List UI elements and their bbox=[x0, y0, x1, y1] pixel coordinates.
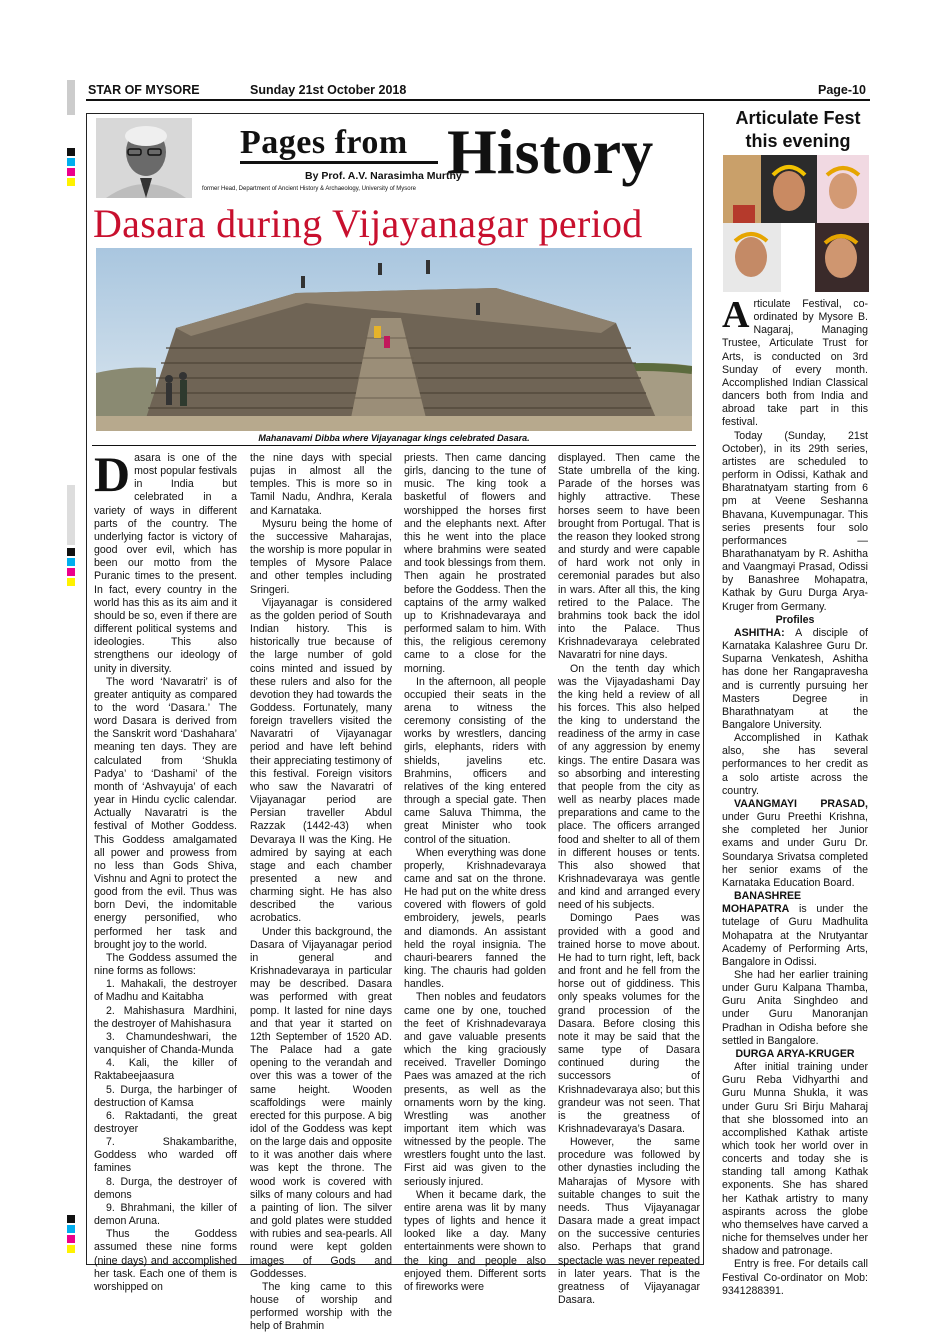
sidebar-body: Articulate Festival, co-ordinated by Mysore B. Nagaraj, Managing Trustee, Articulate Trust for Arts, is conducted on 3rd Sunday of every month. Accomplished Indian Classical dancers both from India and abroad take part in this festival. Today (Sunday, 21st October), in its 29th series, artistes are scheduled to perform in Odissi, Kathak and Bharatnatyam starting from 6 pm at Veene Seshanna Bhavana, Kuvempunagar. This series presents four solo performances — Bharathanatyam by R. Ashitha and Vaangmayi Prasad, Odissi by Banashree Mohapatra, Kathak by Guru Durga Arya-Kruger from Germany. Profiles ASHITHA: A disciple of Karnataka Kalashree Guru Dr. Suparna Venkatesh, Ashitha has done her Rangapravesha and is currently pursuing her Masters Degree in Bharathnatyam at the Bangalore University. Accomplished in Kathak also, she has several performances to her credit as a solo artiste across the country. VAANGMAYI PRASAD, under Guru Preethi Krishna, she completed her Junior exams and under Guru Dr. Soundarya Srivatsa completed her senior exams of the Karnataka Education Board. BANASHREE MOHAPATRA is under the tutelage of Guru Madhulita Mohapatra at the Nrutyantar Academy of Performing Arts, Bangalore in Odissi. She had her earlier training under Guru Kalpana Thamba, Guru Anita Singhdeo and under Guru Manoranjan Pradhan in Odisha before she settled in Bangalore. DURGA ARYA-KRUGER After initial training under Guru Reba Vidhyarthi and Guru Munna Shukla, it was under Guru Sri Birju Maharaj that she blossomed into an accomplished Kathak artiste which took her world over in concerts and today she is standing tall among Kathak exponents. She has shared her Kathak artistry to many aspirants across the globe who themselves have carved a niche for themselves under her shadow and patronage. Entry is free. For details call Festival Co-ordinator on Mob: 9341288391. bbox=[722, 294, 868, 1297]
author-affiliation: former Head, Department of Ancient History & Archaeology, University of Mysore bbox=[202, 186, 416, 192]
banner-title-right: History bbox=[447, 116, 654, 187]
drop-cap: D bbox=[94, 446, 131, 502]
entry-info: Entry is free. For details call Festival Co-ordinator on Mob: 9341288391. bbox=[722, 1258, 868, 1297]
sidebar-title-line1: Articulate Fest bbox=[735, 108, 861, 128]
mahanavami-dibba-photo bbox=[96, 248, 692, 431]
article-column-4: displayed. Then came the State umbrella of the king. Parade of the horses was highly attractive. These horses seem to have been brought from Portugal. That is the reason they looked strong and sturdy and were capable of hard work not only in ceremonial parades but also in wars. After all this, the king retired to the Palace. The brahmins took back the idol into the Palace. Thus Krishnadevaraya celebrated Navaratri for nine days. On the tenth day which was the Vijayadashami Day the king held a review of all his forces. This also helped the king to understand the readiness of the army in case of any aggression by enemy kings. The entire Dasara was so absorbing and interesting that people from the city as well as nearby places made preparations and came to the place. The officers arranged food and shelter to all of them in different houses or tents. This also showed that Krishnadevaraya was gentle and kind and arranged every need of his subjects. Domingo Paes was provided with a good and trained horse to move about. He had to turn right, left, back and front and he fell from the horse out of giddiness. This only speaks volumes for the grand procession of the Dasara. Before closing this note it may be said that the same type of Dasara continued during the successors of Krishnadevaraya also; but this grandeur was not seen. That is the greatness of Krishnadevaraya’s Dasara. However, the same procedure was followed by other dynasties including the Maharajas of Mysore with suitable changes to suit the needs. Thus Vijayanagar Dasara made a great impact on the successive centuries also. Perhaps that grand spectacle was never repeated in later years. That is the greatness of Vijayanagar Dasara. bbox=[558, 452, 700, 1306]
banner-underline bbox=[240, 161, 438, 164]
photo-caption: Mahanavami Dibba where Vijayanagar kings celebrated Dasara. bbox=[258, 433, 530, 443]
article-column-2: the nine days with special pujas in almost all the temples. This is more so in Tamil Nadu, Andhra, Kerala and Karnataka. Mysuru being the home of the successive Maharajas, the worship is more popular in temples of Mysore Palace and other temples including Sringeri. Vijayanagar is considered as the golden period of South Indian history. This is historically true because of the large number of gold coins minted and issued by these rulers and also for the devotion they had towards the Goddess. Fortunately, many foreign travellers visited the Navaratri of Vijayanagar period and have left behind their appreciating testimony of this festival. Foreign visitors who saw the Navaratri of Vijayanagar period are Persian traveller Abdul Razzak (1442-43) when Devaraya II was the King. He admired by saying at each stage and each chamber presented a new and charming sight. He has also described the various acrobatics. Under this background, the Dasara of Vijayanagar period in general and Krishnadevaraya in particular may be described. Dasara was performed with great pomp. It lasted for nine days and that year it started on 12th September of 1520 AD. The Palace had a gate opening to the verandah and over this was a tower of the same height. Wooden scaffoldings were mainly erected for this purpose. A big idol of the Goddess was kept on the large dais and opposite to it was another dais where was kept the throne. The wood work is covered with silks of many colours and had a painting of lion. The silver and gold plates were studded with rubies and sea-pearls. All round were kept golden images of Gods and Goddesses. The king came to this house of worship and performed worship with the help of Brahmin bbox=[250, 452, 392, 1333]
headline: Dasara during Vijayanagar period bbox=[93, 201, 643, 246]
caption-rule bbox=[92, 445, 696, 446]
sidebar-title-line2: this evening bbox=[745, 131, 851, 151]
profiles-heading: Profiles bbox=[775, 613, 815, 626]
issue-date: Sunday 21st October 2018 bbox=[250, 83, 407, 97]
article-column-1: Dasara is one of the most popular festivals in India but celebrated in a variety of ways in different parts of the country. The underlying factor is victory of good over evil, which has been our motto from the Puranic times to the present. In fact, every country in the world has this as its aim and it should be so, even if there are different political systems and ideologies. This also strengthens our ideology of unity in diversity. The word ‘Navaratri’ is of greater antiquity as compared to the word ‘Dasara.’ The word Dasara is derived from the Sanskrit word ‘Dashahara’ meaning ten days. They are calculated from ‘Shukla Padya’ to ‘Dashami’ of the month of ‘Ashvayuja’ of each year in Hindu cyclic calendar. Actually Navaratri is the festival of Mother Goddess. This Goddess amalgamated all power and prowess from no less than Gods Shiva, Vishnu and Agni to protect the good from the evil. Thus was born Devi, the indomitable energy personified, who performed her task and brought joy to the world. The Goddess assumed the nine forms as follows: 1. Mahakali, the destroyer of Madhu and Kaitabha 2. Mahishasura Mardhini, the destroyer of Mahishasura 3. Chamundeshwari, the vanquisher of Chanda-Munda 4. Kali, the killer of Raktabeejaasura 5. Durga, the harbinger of destruction of Kamsa 6. Raktadanti, the great destroyer 7. Shakambarithe, Goddess who warded off famines 8. Durga, the destroyer of demons 9. Bhrahmani, the killer of demon Aruna. Thus the Goddess assumed these nine forms (nine days) and accomplished her task. Each one of them is worshipped on bbox=[94, 446, 237, 1293]
author-portrait bbox=[96, 118, 192, 198]
dancers-photo-collage bbox=[723, 155, 869, 292]
masthead-rule bbox=[86, 99, 870, 101]
article-column-3: priests. Then came dancing girls, dancing to the tune of music. The king took a basketful of flowers and worshipped the horses first and the elephants next. After this he went into the place where brahmins were seated and took blessings from them. Then again he prostrated before the Goddess. Then the captains of the army walked up to Krishnadevaraya and performed salam to him. With this, the religious ceremony came to a close for the morning. In the afternoon, all people occupied their seats in the arena to witness the ceremony consisting of the works by wrestlers, dancing girls, elephants, riders with shields, javelins etc. Brahmins, officers and relatives of the king entered through a special gate. Then came Saluva Thimma, the great Minister who took control of the situation. When everything was done properly, Krishnadevaraya came and sat on the throne. He had put on the white dress covered with flowers of gold embroidery, jewels, pearls and diamonds. An assistant held the royal insignia. The chauri-bearers fanned the king. The chauris had golden handles. Then nobles and feudators came one by one, touched the feet of Krishnadevaraya and gave valuable presents which the king graciously received. Traveller Domingo Paes was amazed at the rich presents, as well as the ornaments worn by the king. Wrestling was another important item which was witnessed by the people. The wrestlers fought unto the last. First aid was given to the seriously injured. When it became dark, the entire arena was lit by many types of lights and hence it looked like a day. Many entertainments were shown to the king and people also enjoyed them. Different sorts of fireworks were bbox=[404, 452, 546, 1293]
paper-name: STAR OF MYSORE bbox=[88, 83, 200, 97]
byline: By Prof. A.V. Narasimha Murthy bbox=[305, 170, 462, 182]
banner-title-left: Pages from bbox=[240, 124, 408, 161]
page-number: Page-10 bbox=[818, 83, 866, 97]
sidebar-drop-cap: A bbox=[722, 294, 750, 336]
